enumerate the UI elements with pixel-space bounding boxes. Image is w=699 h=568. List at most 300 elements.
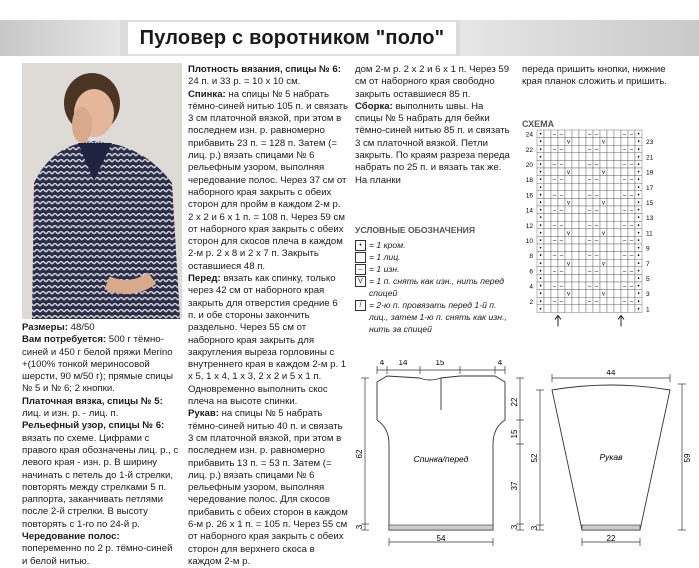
chart-cell (586, 244, 593, 252)
chart-cell (544, 168, 551, 176)
slip-stitch-icon: V (355, 276, 366, 287)
chart-symbol: – (587, 284, 592, 291)
chart-cell (607, 267, 614, 275)
chart-symbol: v (567, 200, 570, 207)
chart-row-label-left: 2 (529, 298, 533, 306)
chart-cell (544, 206, 551, 214)
chart-cell (600, 176, 607, 184)
chart-row-label-left: 18 (525, 177, 533, 185)
chart-cell (614, 221, 621, 229)
chart-symbol: • (637, 246, 640, 253)
chart-symbol: – (622, 177, 627, 184)
chart-cell (579, 267, 586, 275)
chart-cell (579, 153, 586, 161)
chart-symbol: – (622, 208, 627, 215)
chart-cell (614, 206, 621, 214)
chart-symbol: • (637, 299, 640, 306)
chart-symbol: • (539, 185, 542, 192)
chart-cell (544, 259, 551, 267)
chart-symbol: – (629, 192, 634, 199)
chart-cell (565, 183, 572, 191)
chart-symbol: • (539, 230, 542, 237)
chart-cell (593, 214, 600, 222)
edge-stitch-icon: • (355, 240, 366, 251)
chart-cell (593, 244, 600, 252)
chart-cell (544, 191, 551, 199)
chart-cell (593, 290, 600, 298)
chart-cell (565, 153, 572, 161)
para-3-2: Сборка: выполнить швы. На спицы № 5 набрать для бейки тёмно-синей нитью 85 п. и связать 3 см платочной вязкой. Петли закрыть. По краям разреза переда набрать по 25 п. и вязать так же. На планки (355, 100, 510, 186)
chart-cell (607, 229, 614, 237)
chart-cell (607, 297, 614, 305)
para-1-4: Рельефный узор, спицы № 6: вязать по схеме. Цифрами с правого края обозначены лиц. р., с левого края - изн. р. В ширину начинать с петель до 1-й стрелки, повторять между стрелками 5 п. раппорта, заканчивать петлями после 2-й стрелки. В высоту повторять с 1-го по 24-й р. (22, 420, 179, 530)
chart-cell (572, 138, 579, 146)
chart-row-label-left: 14 (525, 207, 533, 215)
chart-cell (579, 198, 586, 206)
chart-cell (544, 290, 551, 298)
chart-symbol: • (637, 170, 640, 177)
chart-row-label-left: 10 (525, 238, 533, 245)
chart-cell (607, 236, 614, 244)
chart-cell (593, 183, 600, 191)
chart-symbol: – (622, 192, 627, 199)
chart-cell (607, 290, 614, 298)
chart-symbol: – (629, 299, 634, 306)
chart-symbol: • (637, 230, 640, 237)
dim-top-1: 4 (379, 360, 385, 367)
chart-cell (558, 214, 565, 222)
chart-symbol: • (637, 291, 640, 298)
chart-cell (586, 153, 593, 161)
chart-symbol: – (629, 147, 634, 154)
chart-cell (607, 221, 614, 229)
chart-row-label-right: 19 (646, 169, 654, 177)
chart-cell (572, 160, 579, 168)
chart-cell (558, 229, 565, 237)
para-2-4: Рукав: на спицы № 5 набрать тёмно-синей нитью 40 п. и связать 3 см платочной вязкой, при этом в последнем изн. р. равномерно прибавить 13 п. = 53 п. Затем (= лиц. р.) вязать спицами № 6 рельефным узором, выполняя чередование полос. Для скосов прибавить с обеих сторон в каждом 6-м р. 26 х 1 п. = 105 п. Через 55 см от наборного края закрыть с обеих сторон для верхнего скоса в каждом 2-м р. (188, 408, 348, 567)
chart-cell (628, 168, 635, 176)
legend-item-knit: = 1 лиц. (355, 251, 515, 263)
chart-symbol: • (637, 139, 640, 146)
chart-row-label-right: 11 (646, 230, 653, 238)
chart-cell (572, 206, 579, 214)
chart-cell (579, 259, 586, 267)
chart-cell (600, 267, 607, 275)
chart-symbol: – (594, 284, 599, 291)
chart-symbol: • (637, 261, 640, 268)
chart-cell (579, 183, 586, 191)
chart-cell (544, 183, 551, 191)
chart-symbol: • (637, 154, 640, 161)
chart-cell (600, 160, 607, 168)
chart-symbol: – (629, 177, 634, 184)
chart-symbol: – (552, 299, 557, 306)
chart-row-label-left: 22 (525, 146, 533, 154)
chart-symbol: • (637, 208, 640, 215)
chart-row-label-left: 24 (525, 131, 533, 139)
chart-symbol: – (587, 147, 592, 154)
sleeve-dim-right: 59 (683, 453, 692, 463)
chart-cell (544, 297, 551, 305)
chart-cell (572, 221, 579, 229)
chart-cell (565, 267, 572, 275)
chart-symbol: • (539, 170, 542, 177)
chart-symbol: v (602, 139, 605, 146)
sleeve-pattern (530, 370, 695, 553)
chart-cell (607, 198, 614, 206)
chart-cell (607, 138, 614, 146)
chart-row-label-right: 3 (646, 291, 650, 299)
chart-cell (614, 153, 621, 161)
chart-symbol: – (587, 162, 592, 169)
chart-symbol: – (559, 253, 564, 260)
chart-cell (607, 130, 614, 138)
chart-cell (565, 214, 572, 222)
chart-cell (600, 191, 607, 199)
chart-cell (614, 274, 621, 282)
chart-cell (579, 138, 586, 146)
chart-row-label-left: 12 (525, 222, 533, 230)
chart-symbol: • (539, 268, 542, 275)
chart-symbol: • (637, 132, 640, 139)
chart-row-label-right: 17 (646, 184, 654, 192)
chart-symbol: • (539, 253, 542, 260)
chart-cell (614, 198, 621, 206)
chart-symbol: • (539, 162, 542, 169)
chart-symbol: – (559, 177, 564, 184)
chart-cell (628, 214, 635, 222)
legend-item-slip: V = 1 п. снять как изн., нить перед спицей (355, 275, 515, 299)
chart-cell (628, 290, 635, 298)
chart-cell (551, 274, 558, 282)
chart-symbol: – (587, 253, 592, 260)
chart-symbol: – (587, 268, 592, 275)
chart-cell (628, 153, 635, 161)
chart-cell (621, 168, 628, 176)
chart-symbol: – (629, 132, 634, 139)
chart-symbol: • (539, 246, 542, 253)
chart-symbol: • (637, 253, 640, 260)
chart-symbol: – (594, 299, 599, 306)
chart-symbol: • (539, 132, 542, 139)
chart-cell (558, 168, 565, 176)
chart-cell (593, 305, 600, 313)
chart-symbol: – (552, 223, 557, 230)
chart-symbol: • (637, 200, 640, 207)
chart-cell (614, 290, 621, 298)
chart-row-label-left: 8 (529, 253, 533, 261)
chart-cell (544, 244, 551, 252)
chart-cell (607, 244, 614, 252)
chart-cell (600, 274, 607, 282)
dim-top-2: 14 (398, 360, 408, 367)
chart-cell (607, 145, 614, 153)
chart-cell (586, 198, 593, 206)
chart-cell (586, 229, 593, 237)
chart-cell (628, 183, 635, 191)
chart-symbol: – (629, 208, 634, 215)
chart-cell (551, 214, 558, 222)
chart-cell (572, 290, 579, 298)
chart-symbol: • (637, 223, 640, 230)
chart-cell (621, 183, 628, 191)
chart-cell (544, 138, 551, 146)
chart-symbol: – (622, 162, 627, 169)
page-title: Пуловер с воротником "поло" (128, 22, 456, 54)
chart-symbol: • (637, 284, 640, 291)
chart-cell (600, 236, 607, 244)
chart-cell (565, 130, 572, 138)
chart-symbol: – (594, 253, 599, 260)
front-back-label: Спинка/перед (413, 454, 469, 464)
chart-cell (607, 282, 614, 290)
chart-symbol: – (629, 268, 634, 275)
dim-bottom: 54 (436, 534, 446, 543)
chart-symbol: • (539, 208, 542, 215)
chart-cell (579, 297, 586, 305)
chart-cell (600, 153, 607, 161)
chart-cell (551, 305, 558, 313)
text-column-4 (522, 64, 682, 89)
chart-cell (628, 259, 635, 267)
chart-symbol: • (637, 185, 640, 192)
chart-cell (572, 259, 579, 267)
chart-cell (579, 206, 586, 214)
chart-cell (586, 183, 593, 191)
sleeve-dim-top: 44 (606, 370, 616, 377)
chart-cell (593, 198, 600, 206)
legend (355, 224, 515, 335)
chart-symbol: – (594, 268, 599, 275)
chart-symbol: • (539, 200, 542, 207)
chart-symbol: – (629, 284, 634, 291)
chart-cell (614, 305, 621, 313)
chart-cell (593, 168, 600, 176)
para-3-1: дом 2-м р. 2 х 2 и 6 х 1 п. Через 59 см от наборного края свободно закрыть оставшиеся 85 п. (355, 64, 510, 100)
chart-symbol: – (552, 147, 557, 154)
chart-symbol: – (629, 238, 634, 245)
dim-right-1: 22 (510, 397, 519, 407)
header-left-gradient (0, 20, 120, 56)
chart-cell (586, 259, 593, 267)
chart-symbol: v (567, 139, 570, 146)
para-1-3: Платочная вязка, спицы № 5: лиц. и изн. р. - лиц. п. (22, 395, 163, 420)
chart-symbol: – (552, 268, 557, 275)
chart-cell (607, 252, 614, 260)
chart-cell (621, 290, 628, 298)
chart-row-label-right: 21 (646, 154, 654, 162)
chart-cell (614, 168, 621, 176)
chart-cell (607, 214, 614, 222)
chart-row-label-right: 5 (646, 276, 650, 283)
text-column-3 (355, 64, 513, 187)
dim-right-4: 3 (510, 524, 519, 530)
chart-cell (614, 267, 621, 275)
chart-cell (572, 252, 579, 260)
chart-cell (621, 229, 628, 237)
chart-cell (614, 236, 621, 244)
chart-cell (558, 259, 565, 267)
chart-cell (558, 183, 565, 191)
chart-cell (565, 160, 572, 168)
chart-symbol: – (552, 253, 557, 260)
chart-cell (600, 297, 607, 305)
chart-row-label-right: 7 (646, 260, 650, 268)
chart-cell (614, 130, 621, 138)
chart-symbol: – (594, 238, 599, 245)
chart-cell (600, 282, 607, 290)
chart-cell (628, 138, 635, 146)
text-column-2 (188, 64, 348, 568)
chart-symbol: – (559, 147, 564, 154)
chart-symbol: v (602, 261, 605, 268)
chart-cell (621, 138, 628, 146)
text-column-1 (22, 322, 180, 568)
chart-cell (614, 229, 621, 237)
chart-cell (600, 305, 607, 313)
chart-symbol: v (567, 170, 570, 177)
chart-cell (544, 282, 551, 290)
dim-right-2: 15 (510, 429, 519, 439)
chart-cell (600, 130, 607, 138)
chart-cell (565, 206, 572, 214)
chart-cell (593, 274, 600, 282)
sleeve-dim-small: 3 (530, 525, 539, 531)
chart-cell (558, 153, 565, 161)
chart-cell (621, 214, 628, 222)
chart-cell (614, 183, 621, 191)
chart-cell (544, 130, 551, 138)
chart-cell (614, 214, 621, 222)
chart-cell (614, 297, 621, 305)
rib-band (389, 525, 493, 530)
chart-cell (565, 176, 572, 184)
chart-cell (586, 290, 593, 298)
chart-cell (544, 252, 551, 260)
chart-cell (551, 244, 558, 252)
chart-symbol: • (539, 238, 542, 245)
chart-symbol: • (637, 162, 640, 169)
schema-title: СХЕМА (522, 119, 555, 129)
legend-item-purl: – = 1 изн. (355, 263, 515, 275)
chart-cell (565, 274, 572, 282)
chart-symbol: – (594, 147, 599, 154)
chart-symbol: – (559, 162, 564, 169)
chart-cell (600, 252, 607, 260)
chart-cell (551, 168, 558, 176)
chart-cell (572, 274, 579, 282)
para-1-5: Чередование полос: попеременно по 2 р. тёмно-синей и белой нитью. (22, 531, 173, 567)
chart-symbol: • (539, 154, 542, 161)
chart-cell (572, 244, 579, 252)
chart-symbol: – (594, 162, 599, 169)
chart-cell (565, 191, 572, 199)
chart-symbol: – (587, 208, 592, 215)
chart-cell (558, 244, 565, 252)
dim-top-4: 4 (497, 360, 503, 367)
chart-symbol: • (539, 192, 542, 199)
chart-row-label-right: 1 (646, 306, 650, 314)
chart-cell (628, 305, 635, 313)
chart-symbol: • (539, 261, 542, 268)
chart-cell (544, 145, 551, 153)
chart-cell (628, 229, 635, 237)
chart-cell (579, 221, 586, 229)
chart-symbol: v (567, 291, 570, 298)
chart-cell (579, 244, 586, 252)
chart-cell (579, 274, 586, 282)
chart-symbol: – (587, 192, 592, 199)
chart-symbol: – (552, 177, 557, 184)
chart-symbol: – (622, 223, 627, 230)
chart-symbol: – (622, 253, 627, 260)
chart-cell (565, 145, 572, 153)
chart-symbol: • (637, 238, 640, 245)
para-2-1: Плотность вязания, спицы № 6: 24 п. и 33 р. = 10 х 10 см. (188, 64, 341, 88)
chart-cell (586, 214, 593, 222)
chart-symbol: – (559, 192, 564, 199)
chart-cell (544, 236, 551, 244)
chart-symbol: – (587, 223, 592, 230)
chart-cell (558, 274, 565, 282)
header-right-gradient (460, 20, 699, 56)
chart-row-label-left: 4 (529, 283, 533, 291)
chart-symbol: – (559, 299, 564, 306)
chart-cell (593, 259, 600, 267)
para-2-2: Спинка: на спицы № 5 набрать тёмно-синей нитью 105 п. и связать 3 см платочной вязкой, при этом в последнем изн. р. равномерно прибавить 23 п. = 128 п. Затем (= лиц. р.) вязать спицами № 6 рельефным узором, выполняя чередование полос. Через 37 см от наборного края закрыть с обеих сторон для пройм в каждом 2-м р. 2 х 2 и 6 х 1 п. = 108 п. Через 59 см от наборного края закрыть с обеих сторон для скосов плеча в каждом 2-м р. 2 х 8 и 2 х 7 п. Закрыть оставшиеся 48 п. (188, 88, 348, 272)
chart-cell (544, 274, 551, 282)
chart-cell (614, 145, 621, 153)
chart-cell (572, 168, 579, 176)
chart-cell (600, 221, 607, 229)
chart-cell (572, 214, 579, 222)
chart-cell (551, 138, 558, 146)
chart-cell (579, 214, 586, 222)
chart-cell (607, 176, 614, 184)
chart-cell (565, 236, 572, 244)
chart-cell (586, 274, 593, 282)
chart-symbol: – (622, 299, 627, 306)
chart-symbol: • (539, 223, 542, 230)
chart-cell (621, 305, 628, 313)
chart-symbol: – (587, 177, 592, 184)
chart-cell (607, 160, 614, 168)
chart-symbol: v (567, 230, 570, 237)
chart-symbol: v (602, 291, 605, 298)
chart-cell (572, 191, 579, 199)
chart-cell (558, 305, 565, 313)
chart-cell (593, 229, 600, 237)
chart-cell (614, 282, 621, 290)
chart-cell (600, 214, 607, 222)
chart-symbol: • (539, 147, 542, 154)
chart-cell (614, 191, 621, 199)
legend-item-cross: / = 2-ю п. провязать перед 1-й п. лиц., затем 1-ю п. снять как изн., нить за спицей (355, 299, 515, 335)
chart-row-label-left: 20 (525, 162, 533, 169)
chart-cell (621, 153, 628, 161)
chart-cell (614, 176, 621, 184)
chart-symbol: – (629, 162, 634, 169)
chart-cell (621, 198, 628, 206)
chart-symbol: – (594, 223, 599, 230)
chart-symbol: – (587, 299, 592, 306)
chart-cell (600, 244, 607, 252)
chart-symbol: – (552, 284, 557, 291)
chart-cell (614, 252, 621, 260)
chart-cell (544, 267, 551, 275)
sleeve-dim-bottom: 22 (606, 534, 616, 543)
purl-stitch-icon: – (355, 264, 366, 275)
